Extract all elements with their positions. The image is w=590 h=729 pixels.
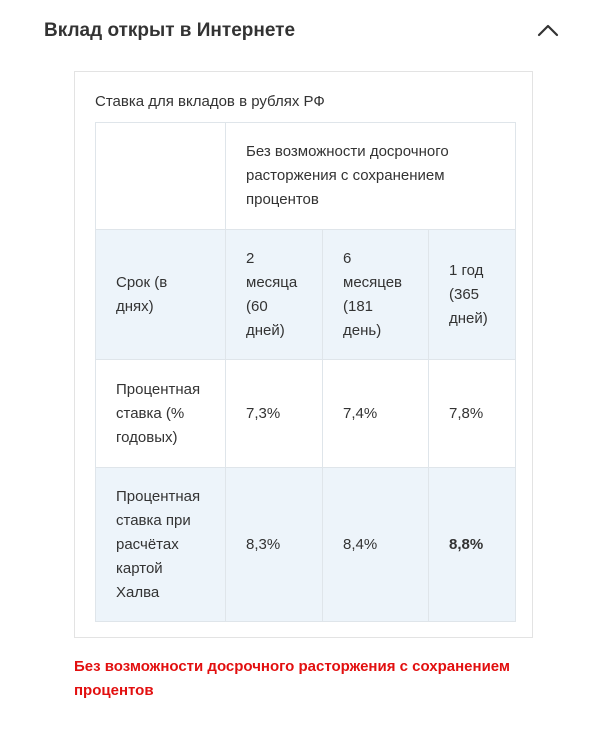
group-header-cell: Без возможности досрочного расторжения с сохранением процентов [226, 123, 516, 230]
term-cell-6-months: 6 месяцев (181 день) [323, 230, 429, 360]
rate-value-cell: 7,4% [323, 360, 429, 468]
rate-value-cell: 7,3% [226, 360, 323, 468]
table-header-row [96, 123, 516, 230]
table-corner-cell [96, 123, 226, 230]
term-cell-1-year: 1 год (365 дней) [429, 230, 516, 360]
rate-label-cell: Процентная ставка (% годовых) [96, 360, 226, 468]
accordion-header[interactable] [44, 14, 564, 48]
table-row-rate [96, 360, 516, 468]
footnote-text: Без возможности досрочного расторжения с сохранением процентов [74, 658, 511, 699]
chevron-up-icon[interactable] [536, 18, 560, 42]
table-row-terms [96, 230, 516, 360]
halva-rate-label-cell: Процентная ставка при расчётах картой Халва [96, 468, 226, 622]
accordion-title: Вклад открыт в Интернете [44, 20, 296, 41]
table-caption: Ставка для вкладов в рублях РФ [95, 93, 325, 110]
term-label-cell: Срок (в днях) [96, 230, 226, 360]
table-row-halva-rate [96, 468, 516, 622]
halva-rate-value-cell: 8,3% [226, 468, 323, 622]
term-cell-2-months: 2 месяца (60 дней) [226, 230, 323, 360]
halva-rate-value-cell: 8,4% [323, 468, 429, 622]
halva-rate-value-cell-best: 8,8% [429, 468, 516, 622]
rates-card [74, 71, 533, 638]
rates-table [95, 122, 516, 622]
rate-value-cell: 7,8% [429, 360, 516, 468]
